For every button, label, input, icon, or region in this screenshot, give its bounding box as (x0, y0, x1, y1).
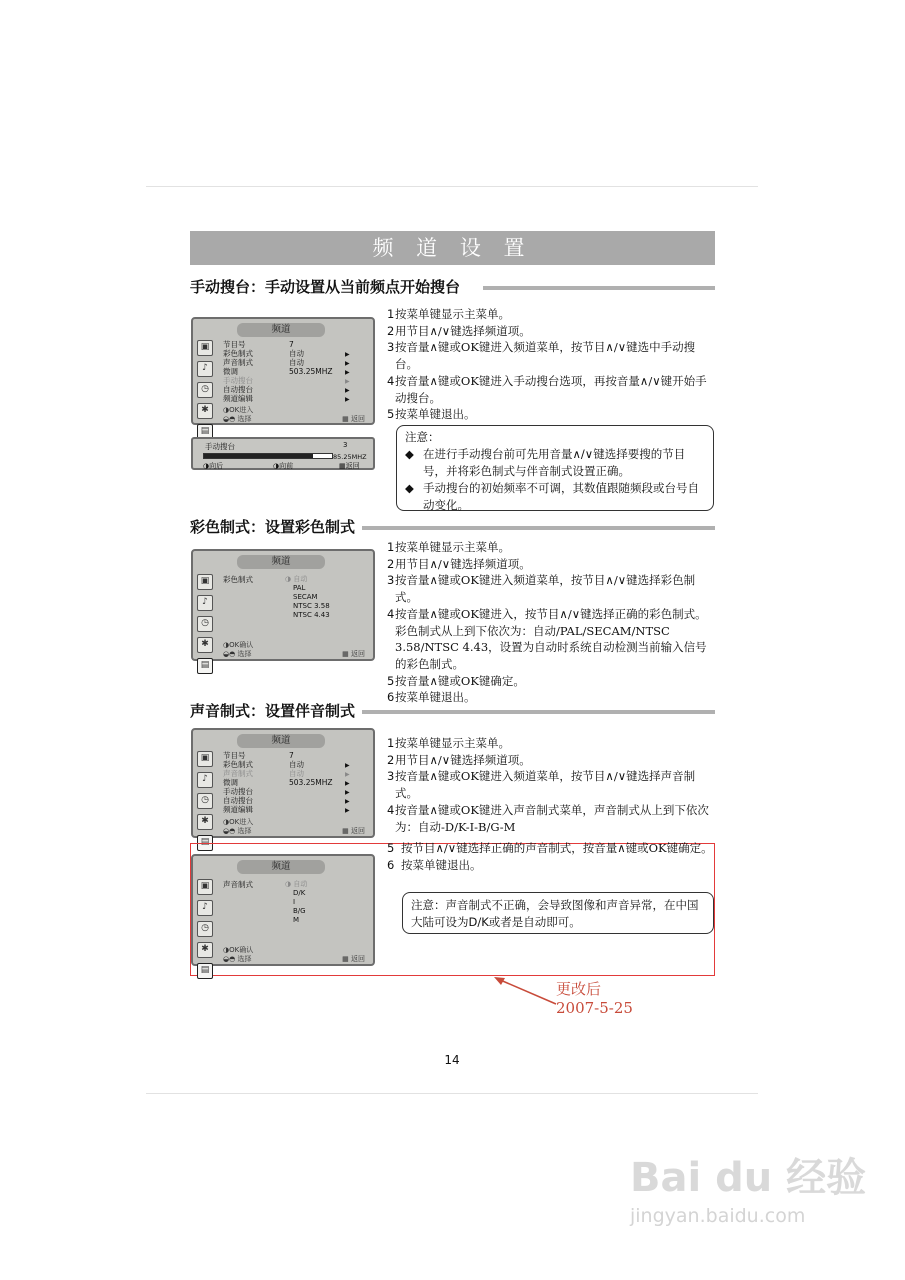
option: D/K (293, 889, 306, 897)
menu-row: 频道编辑 ▶ (223, 394, 350, 403)
search-channel-number: 3 (343, 441, 348, 449)
color-options (285, 575, 330, 620)
steps-color-system (387, 539, 717, 706)
note-title: 注意： (405, 430, 440, 444)
menu-side-icons (196, 876, 214, 984)
option-selected: ◑ 自动 (285, 575, 308, 583)
option: PAL (293, 584, 306, 592)
option: I (293, 898, 296, 906)
step-item: 3 按音量∧键或OK键进入频道菜单，按节目∧/∨键选择声音制式。 (387, 769, 696, 801)
note-bullet: ◆ 手动搜台的初始频率不可调，其数值跟随频段或台号自动变化。 (405, 481, 699, 512)
menu-foot-ok: ◑OK进入 (223, 818, 254, 826)
menu-tab: 频道 (237, 323, 325, 337)
menu-row-selected: 声音制式 自动 ▶ (223, 769, 350, 778)
menu-return: ▦ 返回 (342, 955, 365, 963)
step-item: 5 按菜单键退出。 (387, 407, 476, 422)
time-icon: ◷ (197, 793, 213, 809)
channel-icon: ▤ (197, 658, 213, 674)
search-progress-track (203, 453, 333, 459)
revision-label: 更改后 (556, 980, 602, 998)
step-item: 5 按音量∧键或OK键确定。 (387, 673, 525, 688)
menu-foot-ok: ◑OK进入 (223, 406, 254, 414)
step-item: 3 按音量∧键或OK键进入频道菜单，按节目∧/∨键选择彩色制式。 (387, 573, 696, 605)
page-title: 频 道 设 置 (190, 231, 715, 265)
note-box-sound-system: 注意：声音制式不正确，会导致图像和声音异常，在中国大陆可设为D/K或者是自动即可。 (402, 892, 714, 934)
steps-sound-system (387, 735, 717, 835)
steps-manual-search (387, 306, 717, 423)
picture-icon: ▣ (197, 574, 213, 590)
menu-row: 声音制式 自动 ▶ (223, 358, 350, 367)
option: SECAM (293, 593, 318, 601)
time-icon: ◷ (197, 921, 213, 937)
option: B/G (293, 907, 306, 915)
menu-row: 手动搜台 ▶ (223, 787, 350, 796)
revision-date: 2007-5-25 (556, 999, 633, 1017)
menu-return: ▦ 返回 (342, 827, 365, 835)
settings-icon: ✱ (197, 403, 213, 419)
picture-icon: ▣ (197, 340, 213, 356)
option: M (293, 916, 300, 924)
channel-icon: ▤ (197, 424, 213, 440)
menu-row: 节目号 7 (223, 340, 294, 349)
menu-row: 彩色制式 自动 ▶ (223, 349, 350, 358)
manual-search-bar (191, 437, 375, 470)
section-rule (362, 526, 715, 530)
step-item: 6 按菜单键退出。 (387, 857, 482, 872)
menu-row: 自动搜台 ▶ (223, 385, 350, 394)
menu-foot-select: ◒◓ 选择 (223, 415, 252, 423)
step-item: 2 用节目∧/∨键选择频道项。 (387, 556, 531, 571)
step-item: 5 按节目∧/∨键选择正确的声音制式，按音量∧键或OK键确定。 (387, 841, 713, 855)
search-frequency: 85.25MHZ (333, 453, 367, 461)
channel-icon: ▤ (197, 835, 213, 851)
steps-sound-system-revised (387, 840, 717, 873)
search-forward: ◑向前 (273, 462, 294, 470)
option-selected: ◑ 自动 (285, 880, 308, 888)
menu-foot-select: ◒◓ 选择 (223, 955, 252, 963)
menu-row: 节目号 7 (223, 751, 294, 760)
menu-label: 声音制式 (223, 880, 253, 889)
menu-foot-select: ◒◓ 选择 (223, 650, 252, 658)
channel-icon: ▤ (197, 963, 213, 979)
settings-icon: ✱ (197, 942, 213, 958)
menu-return: ▦ 返回 (342, 650, 365, 658)
channel-menu-screenshot-2 (191, 728, 375, 847)
section-rule (483, 286, 715, 290)
step-item: 2 用节目∧/∨键选择频道项。 (387, 752, 531, 767)
diamond-bullet-icon: ◆ (405, 481, 414, 495)
section-rule (362, 710, 715, 714)
step-item: 1 按菜单键显示主菜单。 (387, 307, 510, 321)
menu-side-icons (196, 748, 214, 856)
menu-row: 彩色制式 自动 ▶ (223, 760, 350, 769)
menu-row: 自动搜台 ▶ (223, 796, 350, 805)
menu-row: 频道编辑 ▶ (223, 805, 350, 814)
step-item: 2 用节目∧/∨键选择频道项。 (387, 323, 531, 338)
option: NTSC 3.58 (293, 602, 330, 610)
search-progress-fill (204, 454, 313, 458)
time-icon: ◷ (197, 616, 213, 632)
menu-tab: 频道 (237, 860, 325, 874)
sound-icon: ♪ (197, 772, 213, 788)
page-number: 14 (444, 1053, 460, 1067)
menu-tab: 频道 (237, 734, 325, 748)
watermark-url: jingyan.baidu.com (630, 1205, 806, 1227)
menu-row-selected: 手动搜台 ▶ (223, 376, 350, 385)
step-item: 3 按音量∧键或OK键进入频道菜单，按节目∧/∨键选中手动搜台。 (387, 340, 696, 372)
revision-arrow-icon (490, 974, 560, 1008)
watermark-brand: Bai du 经验 (630, 1155, 867, 1201)
sound-icon: ♪ (197, 595, 213, 611)
time-icon: ◷ (197, 382, 213, 398)
search-label: 手动搜台 (205, 442, 235, 451)
note-box-manual-search (396, 425, 714, 511)
search-back: ◑向后 (203, 462, 224, 470)
settings-icon: ✱ (197, 637, 213, 653)
sound-options (285, 880, 307, 925)
step-item: 1 按菜单键显示主菜单。 (387, 540, 510, 554)
revision-note (556, 980, 633, 1018)
search-return: ▦返回 (339, 462, 360, 470)
channel-menu-screenshot (191, 317, 375, 436)
menu-foot-select: ◒◓ 选择 (223, 827, 252, 835)
section-heading-color-system: 彩色制式：设置彩色制式 (190, 518, 356, 536)
section-heading-sound-system: 声音制式：设置伴音制式 (190, 702, 356, 720)
sound-system-menu-screenshot (191, 854, 375, 975)
picture-icon: ▣ (197, 751, 213, 767)
sound-icon: ♪ (197, 361, 213, 377)
picture-icon: ▣ (197, 879, 213, 895)
menu-side-icons (196, 337, 214, 445)
section-heading-manual-search: 手动搜台：手动设置从当前频点开始搜台 (190, 278, 461, 296)
menu-foot-ok: ◑OK确认 (223, 641, 254, 649)
step-item: 4 按音量∧键或OK键进入手动搜台选项，再按音量∧/∨键开始手动搜台。 (387, 373, 707, 405)
menu-foot-ok: ◑OK确认 (223, 946, 254, 954)
step-item: 4 按音量∧键或OK键进入，按节目∧/∨键选择正确的彩色制式。彩色制式从上到下依次为：自动/PAL/SECAM/NTSC 3.58/NTSC 4.43，设置为自动时系统自动检测当前输入信号的彩色制式。 (387, 606, 707, 671)
menu-side-icons (196, 571, 214, 679)
option: NTSC 4.43 (293, 611, 330, 619)
settings-icon: ✱ (197, 814, 213, 830)
step-item: 4 按音量∧键或OK键进入声音制式菜单，声音制式从上到下依次为：自动-D/K-I-B/G-M (387, 802, 709, 834)
color-system-menu-screenshot (191, 549, 375, 670)
menu-label: 彩色制式 (223, 575, 253, 584)
note-bullet: ◆ 在进行手动搜台前可先用音量∧/∨键选择要搜的节目号，并将彩色制式与伴音制式设置正确。 (405, 447, 686, 478)
menu-row: 微调 503.25MHZ ▶ (223, 367, 350, 376)
step-item: 6 按菜单键退出。 (387, 690, 476, 705)
baidu-watermark (630, 1146, 866, 1227)
diamond-bullet-icon: ◆ (405, 447, 414, 461)
step-item: 1 按菜单键显示主菜单。 (387, 736, 510, 750)
menu-return: ▦ 返回 (342, 415, 365, 423)
menu-tab: 频道 (237, 555, 325, 569)
sound-icon: ♪ (197, 900, 213, 916)
menu-row: 微调 503.25MHZ ▶ (223, 778, 350, 787)
